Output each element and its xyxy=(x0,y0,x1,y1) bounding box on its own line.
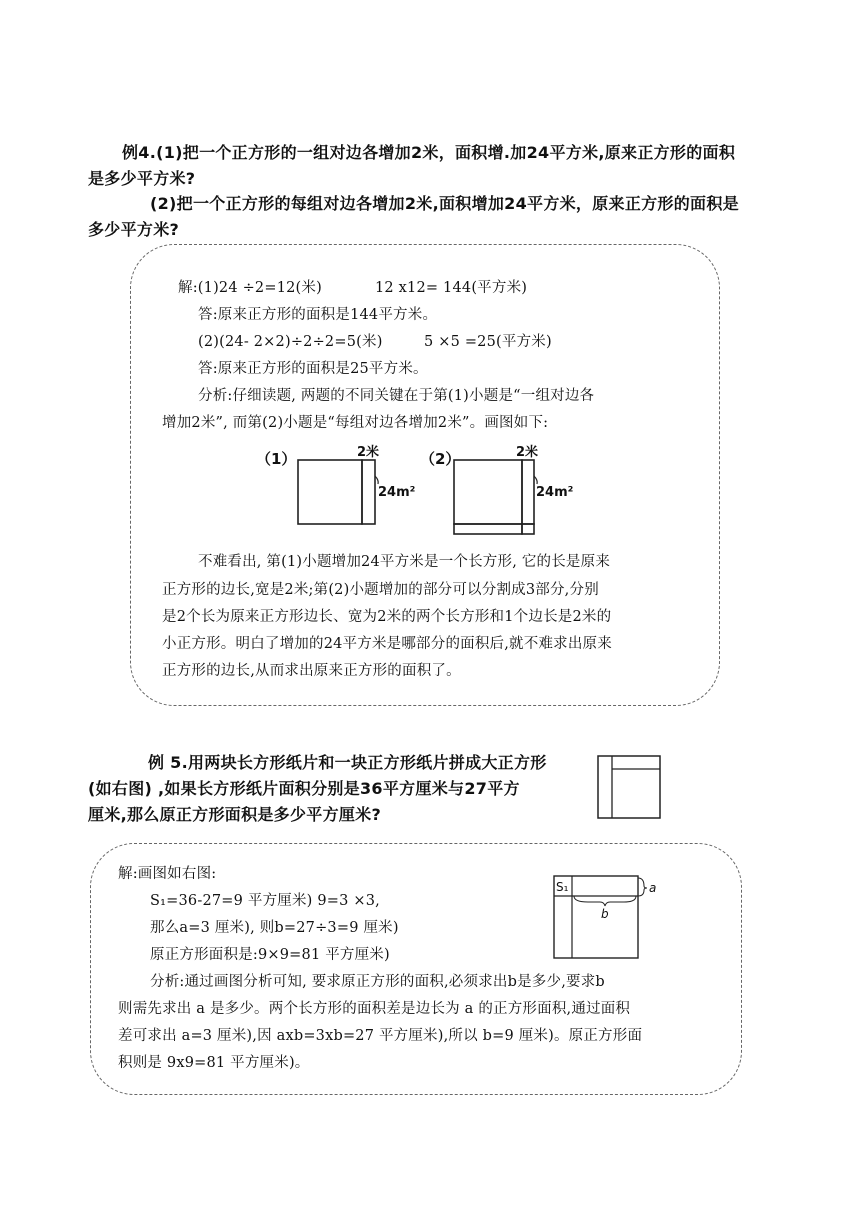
figure1-label: （1） xyxy=(256,450,297,468)
solution4-line1b: 12 x12= 144(平方米) xyxy=(375,280,528,296)
b-label: b xyxy=(601,907,609,921)
figure2-square xyxy=(454,460,522,524)
solution4-line1a: 解:(1)24 ÷2=12(米) xyxy=(178,280,322,296)
solution4-line11: 正方形的边长,从而求出原来正方形的面积了。 xyxy=(162,663,461,679)
solution5-line5: 分析:通过画图分析可知, 要求原正方形的面积,必须求出b是多少,要求b xyxy=(150,974,605,990)
solution4-line6: 增加2米”, 而第(2)小题是“每组对边各增加2米”。画图如下: xyxy=(162,415,549,431)
solution4-line8: 正方形的边长,宽是2米;第(2)小题增加的部分可以分割成3部分,分别 xyxy=(162,582,599,598)
solution4-line9: 是2个长为原来正方形边长、宽为2米的两个长方形和1个边长是2米的 xyxy=(162,609,612,625)
figure2-corner-square xyxy=(522,524,534,534)
example5-solution-figure xyxy=(548,872,688,960)
figure1-area-label: 24m² xyxy=(378,485,416,500)
solution5-line4: 原正方形面积是:9×9=81 平方厘米) xyxy=(150,947,390,963)
solution5-line7: 差可求出 a=3 厘米),因 axb=3xb=27 平方厘米),所以 b=9 厘米)。原正方形面 xyxy=(118,1028,643,1044)
solution5-line1: 解:画图如右图: xyxy=(118,866,217,882)
solution4-line3b: 5 ×5 =25(平方米) xyxy=(424,334,552,350)
example5-line3: 厘米,那么原正方形面积是多少平方厘米? xyxy=(88,805,382,824)
figure1-top-label: 2米 xyxy=(357,445,380,460)
example4-q1-line1: 例4.(1)把一个正方形的一组对边各增加2米，面积增.加24平方米,原来正方形的面积 xyxy=(122,143,736,162)
figure1-square xyxy=(298,460,362,524)
a-label: a xyxy=(649,881,657,895)
figure2-label: （2） xyxy=(420,450,461,468)
figure2-top-label: 2米 xyxy=(516,445,539,460)
b-brace xyxy=(574,896,636,906)
solution4-line2: 答:原来正方形的面积是144平方米。 xyxy=(198,307,438,323)
figure2-bottom-strip xyxy=(454,524,522,534)
a-brace xyxy=(638,878,647,896)
example5-line2: (如右图) ,如果长方形纸片面积分别是36平方厘米与27平方 xyxy=(88,779,520,798)
example4-q2-line1: (2)把一个正方形的每组对边各增加2米,面积增加24平方米，原来正方形的面积是 xyxy=(150,194,739,213)
solution5-line6: 则需先求出 a 是多少。两个长方形的面积差是边长为 a 的正方形面积,通过面积 xyxy=(118,1001,631,1017)
example4-figure xyxy=(250,440,580,540)
solution4-line10: 小正方形。明白了增加的24平方米是哪部分的面积后,就不难求出原来 xyxy=(162,636,612,652)
big-square xyxy=(598,756,660,818)
solution5-line3: 那么a=3 厘米), 则b=27÷3=9 厘米) xyxy=(150,920,399,936)
solution4-line3a: (2)(24- 2×2)÷2÷2=5(米) xyxy=(198,334,383,350)
example5-line1: 例 5.用两块长方形纸片和一块正方形纸片拼成大正方形 xyxy=(148,753,547,772)
figure2-right-strip xyxy=(522,460,534,524)
solution4-line4: 答:原来正方形的面积是25平方米。 xyxy=(198,361,428,377)
example5-question-figure xyxy=(594,752,664,822)
example4-q1-line2: 是多少平方米? xyxy=(88,169,196,188)
figure1-added-strip xyxy=(362,460,375,524)
solution4-line5: 分析:仔细读题, 两题的不同关键在于第(1)小题是“一组对边各 xyxy=(198,388,595,404)
example4-q2-line2: 多少平方米? xyxy=(88,220,180,239)
s1-label: S₁ xyxy=(556,880,569,894)
solution4-line7: 不难看出, 第(1)小题增加24平方米是一个长方形, 它的长是原来 xyxy=(198,554,611,570)
solution5-line8: 积则是 9x9=81 平方厘米)。 xyxy=(118,1055,310,1071)
solution5-line2: S₁=36-27=9 平方厘米) 9=3 ×3, xyxy=(150,893,380,909)
figure2-area-label: 24m² xyxy=(536,485,574,500)
